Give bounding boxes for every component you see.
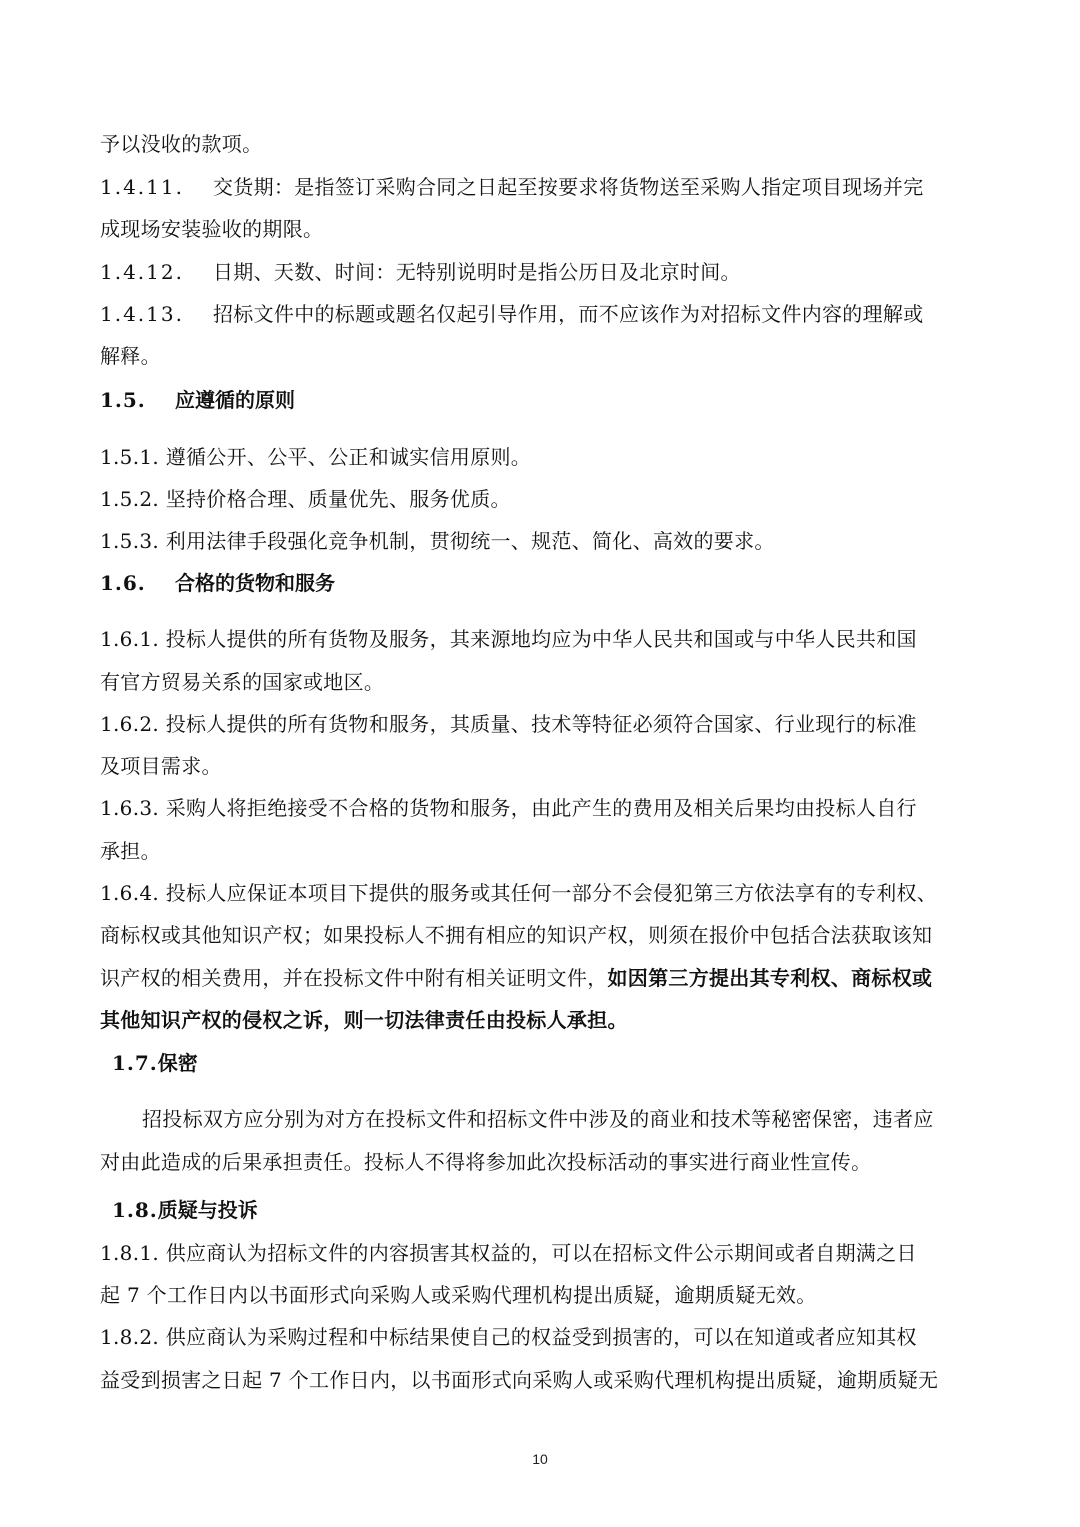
- clause-1-6-3: 1.6.3. 采购人将拒绝接受不合格的货物和服务，由此产生的费用及相关后果均由投标人自行: [100, 796, 917, 820]
- heading-title: 应遵循的原则: [175, 388, 295, 412]
- bold-text: 如因第三方提出其专利权、商标权或: [607, 966, 933, 990]
- clause-1-6-1: 1.6.1. 投标人提供的所有货物及服务，其来源地均应为中华人民共和国或与中华人民共和国: [100, 627, 917, 651]
- text-line: 及项目需求。: [100, 754, 222, 778]
- clause-1-4-12: [100, 258, 985, 286]
- text-line: 解释。: [100, 344, 161, 368]
- clause-1-6-4: 1.6.4. 投标人应保证本项目下提供的服务或其任何一部分不会侵犯第三方依法享有的专利权、: [100, 881, 938, 905]
- clause-text: 日期、天数、时间：无特别说明时是指公历日及北京时间。: [213, 260, 741, 284]
- clause-number: 1.4.11.: [100, 175, 184, 199]
- section-heading-1-5: [100, 386, 295, 414]
- paragraph-line: 招投标双方应分别为对方在投标文件和招标文件中涉及的商业和技术等秘密保密，违者应: [142, 1107, 934, 1131]
- clause-1-8-1: 1.8.1. 供应商认为招标文件的内容损害其权益的，可以在招标文件公示期间或者自期满之日: [100, 1241, 917, 1265]
- heading-number: 1.5.: [100, 388, 146, 412]
- text-line: 成现场安装验收的期限。: [100, 217, 324, 241]
- heading-number: 1.6.: [100, 571, 146, 595]
- text-line: 起 7 个工作日内以书面形式向采购人或采购代理机构提出质疑，逾期质疑无效。: [100, 1283, 817, 1307]
- text-line: 予以没收的款项。: [100, 132, 263, 156]
- heading-title: 质疑与投诉: [157, 1198, 258, 1222]
- text-line: [100, 964, 985, 992]
- text-line: 对由此造成的后果承担责任。投标人不得将参加此次投标活动的事实进行商业性宣传。: [100, 1150, 872, 1174]
- clause-text: 招标文件中的标题或题名仅起引导作用，而不应该作为对招标文件内容的理解或: [213, 302, 924, 326]
- bold-text-line: 其他知识产权的侵权之诉，则一切法律责任由投标人承担。: [100, 1008, 628, 1032]
- heading-number: 1.8.: [112, 1198, 158, 1222]
- text-line: 有官方贸易关系的国家或地区。: [100, 670, 385, 694]
- section-heading-1-6: [100, 569, 335, 597]
- text-line: 益受到损害之日起 7 个工作日内，以书面形式向采购人或采购代理机构提出质疑，逾期质疑无: [100, 1368, 939, 1392]
- clause-1-8-2: 1.8.2. 供应商认为采购过程和中标结果使自己的权益受到损害的，可以在知道或者应知其权: [100, 1325, 917, 1349]
- clause-1-5-1: 1.5.1. 遵循公开、公平、公正和诚实信用原则。: [100, 445, 532, 469]
- text-line: 承担。: [100, 839, 161, 863]
- clause-number: 1.4.13.: [100, 302, 184, 326]
- section-heading-1-8: [112, 1196, 258, 1224]
- heading-title: 保密: [157, 1051, 198, 1075]
- normal-text: 识产权的相关费用，并在投标文件中附有相关证明文件，: [100, 966, 608, 990]
- clause-1-6-2: 1.6.2. 投标人提供的所有货物和服务，其质量、技术等特征必须符合国家、行业现行的标准: [100, 712, 917, 736]
- clause-1-5-2: 1.5.2. 坚持价格合理、质量优先、服务优质。: [100, 487, 511, 511]
- clause-text: 交货期：是指签订采购合同之日起至按要求将货物送至采购人指定项目现场并完: [213, 175, 924, 199]
- clause-1-5-3: 1.5.3. 利用法律手段强化竞争机制，贯彻统一、规范、简化、高效的要求。: [100, 529, 775, 553]
- text-line: 商标权或其他知识产权；如果投标人不拥有相应的知识产权，则须在报价中包括合法获取该知: [100, 923, 933, 947]
- clause-1-4-13: [100, 300, 985, 328]
- clause-number: 1.4.12.: [100, 260, 184, 284]
- section-heading-1-7: [112, 1049, 198, 1077]
- page-number: 10: [532, 1451, 548, 1467]
- clause-1-4-11: [100, 173, 985, 201]
- heading-title: 合格的货物和服务: [175, 571, 335, 595]
- heading-number: 1.7.: [112, 1051, 158, 1075]
